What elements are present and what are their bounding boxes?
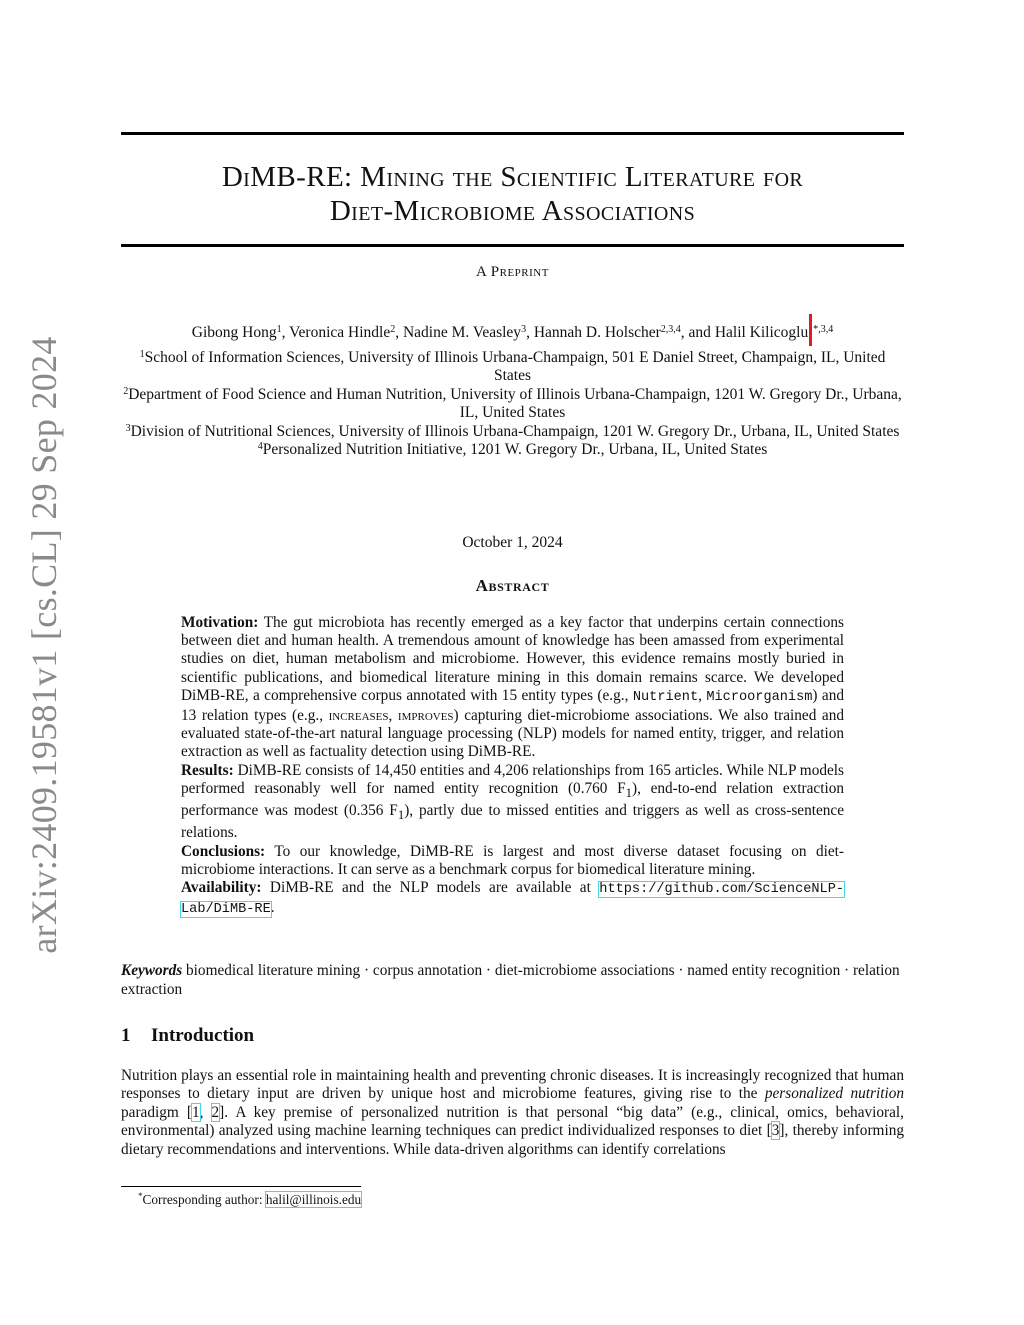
publication-date: October 1, 2024 (462, 534, 563, 551)
citation-link[interactable]: 2 (211, 1103, 220, 1121)
corresponding-author-email-link[interactable]: halil@illinois.edu (265, 1192, 362, 1207)
affiliation-list (121, 349, 904, 459)
author-affiliation-mark: 3 (521, 324, 527, 335)
section-title: Introduction (151, 1025, 255, 1046)
abstract-heading: Abstract (475, 576, 550, 595)
author-affiliation-mark: 1 (276, 324, 282, 335)
author-name: Veronica Hindle (289, 324, 391, 341)
affiliation: $^2$Department of Food Science and Human Nutrition, University of Illinois Urbana-Champaign, 1201 W. Gregory Dr., Urbana, IL, United States (123, 385, 902, 422)
abstract-conclusions: Conclusions: To our knowledge, DiMB-RE is largest and most diverse dataset focusing on diet-microbiome interactions. It can serve as a benchmark corpus for biomedical literature mining. (181, 842, 844, 878)
keywords-label: Keywords (121, 962, 183, 979)
preprint-label: A Preprint (476, 264, 549, 280)
affiliation: $^3$Division of Nutritional Sciences, University of Illinois Urbana-Champaign, 1201 W. Gregory Dr., Urbana, IL, United States (125, 422, 900, 440)
author-name: Halil Kilicoglu (714, 324, 809, 341)
citation-link[interactable]: 3 (771, 1122, 780, 1140)
footnote (138, 1191, 361, 1208)
abstract-body (181, 614, 844, 919)
entity-type-example: Nutrient (632, 689, 699, 705)
title-line-2: Diet-Microbiome Associations (329, 195, 696, 227)
author-affiliation-mark: 2,3,4 (660, 324, 681, 335)
abstract-results: Results: DiMB-RE consists of 14,450 entities and 4,206 relationships from 165 articles. While NLP models performed reasonably well for named entity recognition (0.760 $F_1$), end-to-end relation extraction performance was modest (0.356 $F_1$), partly due to missed entities and triggers as well as cross-sentence relations. (181, 761, 845, 842)
author-name: Hannah D. Holscher (533, 324, 661, 341)
author-name: Gibong Hong (191, 324, 277, 341)
github-repository-link[interactable]: https://github.com/ScienceNLP-Lab/DiMB-RE (181, 881, 845, 918)
footnote-mark: * (138, 1191, 143, 1201)
affiliation: $^4$Personalized Nutrition Initiative, 1201 W. Gregory Dr., Urbana, IL, United States (257, 441, 768, 459)
title-line-1: DiMB-RE: Mining the Scientific Literature for (221, 161, 804, 193)
affiliation: $^1$School of Information Sciences, University of Illinois Urbana-Champaign, 501 E Daniel Street, Champaign, IL, United States (139, 349, 886, 385)
footnote-label: Corresponding author: (142, 1192, 263, 1207)
abstract-availability: Availability: DiMB-RE and the NLP models are available at https://github.com/ScienceNLP-Lab/DiMB-RE. (181, 878, 845, 918)
entity-type-example: Microorganism (706, 689, 813, 705)
author-list: Gibong Hong$^1$, Veronica Hindle$^2$, Nadine M. Veasley$^3$, Hannah D. Holscher$^{2,3,4}$, and Halil Kilicoglu $^{*,3,4}$ (121, 314, 904, 346)
title-rule-top (121, 132, 904, 135)
author-affiliation-mark: 2 (390, 324, 396, 335)
author-connector: , and (680, 324, 711, 341)
author-affiliation-mark: *,3,4 (813, 324, 834, 335)
arxiv-identifier-stamp[interactable]: arXiv:2409.19581v1 [cs.CL] 29 Sep 2024 (24, 336, 64, 954)
relation-type-example: improves (397, 707, 454, 725)
relation-type-example: increases (328, 707, 389, 725)
title-rule-bottom (121, 244, 904, 247)
section-number: 1 (121, 1025, 131, 1046)
keywords-list: biomedical literature mining · corpus annotation · diet-microbiome associations · named entity recognition · relation extraction (121, 962, 900, 998)
author-name: Nadine M. Veasley (402, 324, 522, 341)
citation-link[interactable]: 1 (191, 1103, 200, 1121)
abstract-motivation: Motivation: The gut microbiota has recently emerged as a key factor that underpins certain connections between diet and human health. A tremendous amount of knowledge has been amassed from experimental studies on diet, human metabolism and microbiome. However, this evidence remains mostly buried in scientific publications, and biomedical literature mining in this domain remains scarce. We developed DiMB-RE, a comprehensive corpus annotated with 15 entity types (e.g., Nutrient, Microorganism) and 13 relation types (e.g., increases, improves) capturing diet-microbiome associations. We also trained and evaluated state-of-the-art natural language processing (NLP) models for named entity, trigger, and relation extraction as well as factuality detection using DiMB-RE. (181, 614, 845, 761)
paper-title (121, 160, 904, 228)
introduction-paragraph: Nutrition plays an essential role in maintaining health and preventing chronic diseases. It is increasingly recognized that human responses to dietary input are driven by unique host and microbiome features, giving rise to the personalized nutrition paradigm [1, 2]. A key premise of personalized nutrition is that personal “big data” (e.g., clinical, omics, behavioral, environmental) analyzed using machine learning techniques can predict individualized responses to diet [3], thereby informing dietary recommendations and interventions. While data-driven algorithms can identify correlations (121, 1067, 904, 1158)
footnote-rule (121, 1186, 361, 1187)
keywords (121, 962, 904, 999)
section-heading (121, 1025, 254, 1047)
text-cursor-marker (809, 314, 812, 346)
